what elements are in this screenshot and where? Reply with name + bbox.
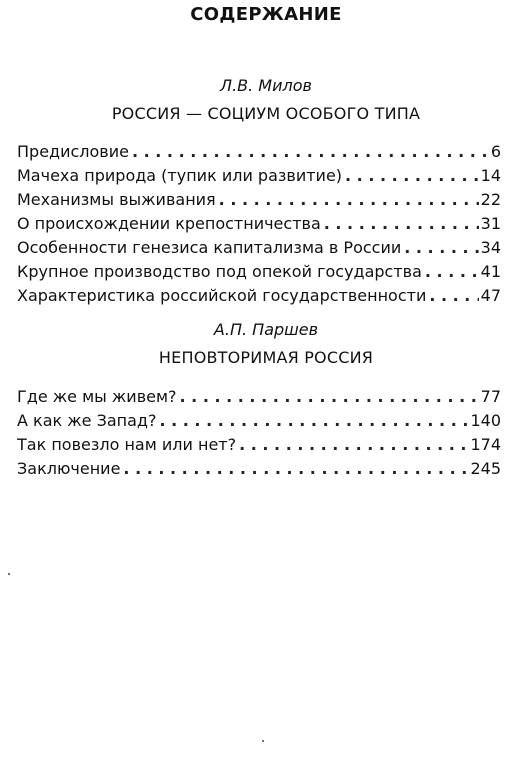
- toc-entry[interactable]: [17, 385, 501, 409]
- toc-entry[interactable]: [17, 188, 501, 212]
- toc-entry-page: 34: [480, 238, 501, 257]
- dot-leader: [159, 409, 468, 433]
- toc-entry[interactable]: [17, 260, 501, 284]
- toc-entry-page: 245: [470, 459, 501, 478]
- part-2-author: А.П. Паршев: [213, 320, 319, 339]
- toc-entry[interactable]: [17, 212, 501, 236]
- toc-entry-page: 6: [490, 142, 501, 161]
- toc-entry-title: О происхождении крепостничества: [17, 214, 321, 233]
- toc-entry-page: 14: [480, 166, 501, 185]
- dot-leader: [132, 140, 489, 164]
- toc-entry-title: А как же Запад?: [17, 411, 157, 430]
- toc-entry[interactable]: [17, 284, 501, 308]
- toc-entry-page: 31: [480, 214, 501, 233]
- toc-entry[interactable]: [17, 433, 501, 457]
- dot-leader: [404, 236, 478, 260]
- dot-leader: [425, 260, 479, 284]
- dot-leader: [324, 212, 479, 236]
- toc-entry-page: 22: [480, 190, 501, 209]
- toc-entry-title: Особенности генезиса капитализма в России: [17, 238, 402, 257]
- toc-entry-title: Крупное производство под опекой государства: [17, 262, 422, 281]
- toc-entry-page: 140: [470, 411, 501, 430]
- toc-entry-page: 41: [480, 262, 501, 281]
- part-2-toc: [17, 385, 501, 481]
- toc-entry-title: Мачеха природа (тупик или развитие): [17, 166, 343, 185]
- page-title: СОДЕРЖАНИЕ: [190, 4, 342, 25]
- dot-leader: [429, 284, 478, 308]
- toc-entry-title: Характеристика российской государственности: [17, 286, 427, 305]
- dot-leader: [180, 385, 479, 409]
- toc-entry-title: Заключение: [17, 459, 121, 478]
- toc-entry[interactable]: [17, 409, 501, 433]
- toc-entry[interactable]: [17, 164, 501, 188]
- toc-entry-title: Предисловие: [17, 142, 129, 161]
- part-1-author: Л.В. Милов: [220, 76, 312, 95]
- toc-entry[interactable]: [17, 140, 501, 164]
- dot-leader: [219, 188, 479, 212]
- part-1-title: РОССИЯ — СОЦИУМ ОСОБОГО ТИПА: [111, 104, 421, 123]
- toc-entry-title: Где же мы живем?: [17, 387, 177, 406]
- toc-entry-page: 174: [470, 435, 501, 454]
- scan-speck: [262, 740, 264, 742]
- toc-entry-page: 77: [480, 387, 501, 406]
- dot-leader: [345, 164, 479, 188]
- toc-entry-page: 47: [480, 286, 501, 305]
- part-2-title: НЕПОВТОРИМАЯ РОССИЯ: [158, 348, 374, 367]
- dot-leader: [239, 433, 468, 457]
- toc-entry-title: Так повезло нам или нет?: [17, 435, 237, 454]
- part-1-toc: [17, 140, 501, 308]
- toc-entry-title: Механизмы выживания: [17, 190, 216, 209]
- toc-entry[interactable]: [17, 236, 501, 260]
- scan-speck: [8, 573, 10, 575]
- toc-entry[interactable]: [17, 457, 501, 481]
- dot-leader: [123, 457, 468, 481]
